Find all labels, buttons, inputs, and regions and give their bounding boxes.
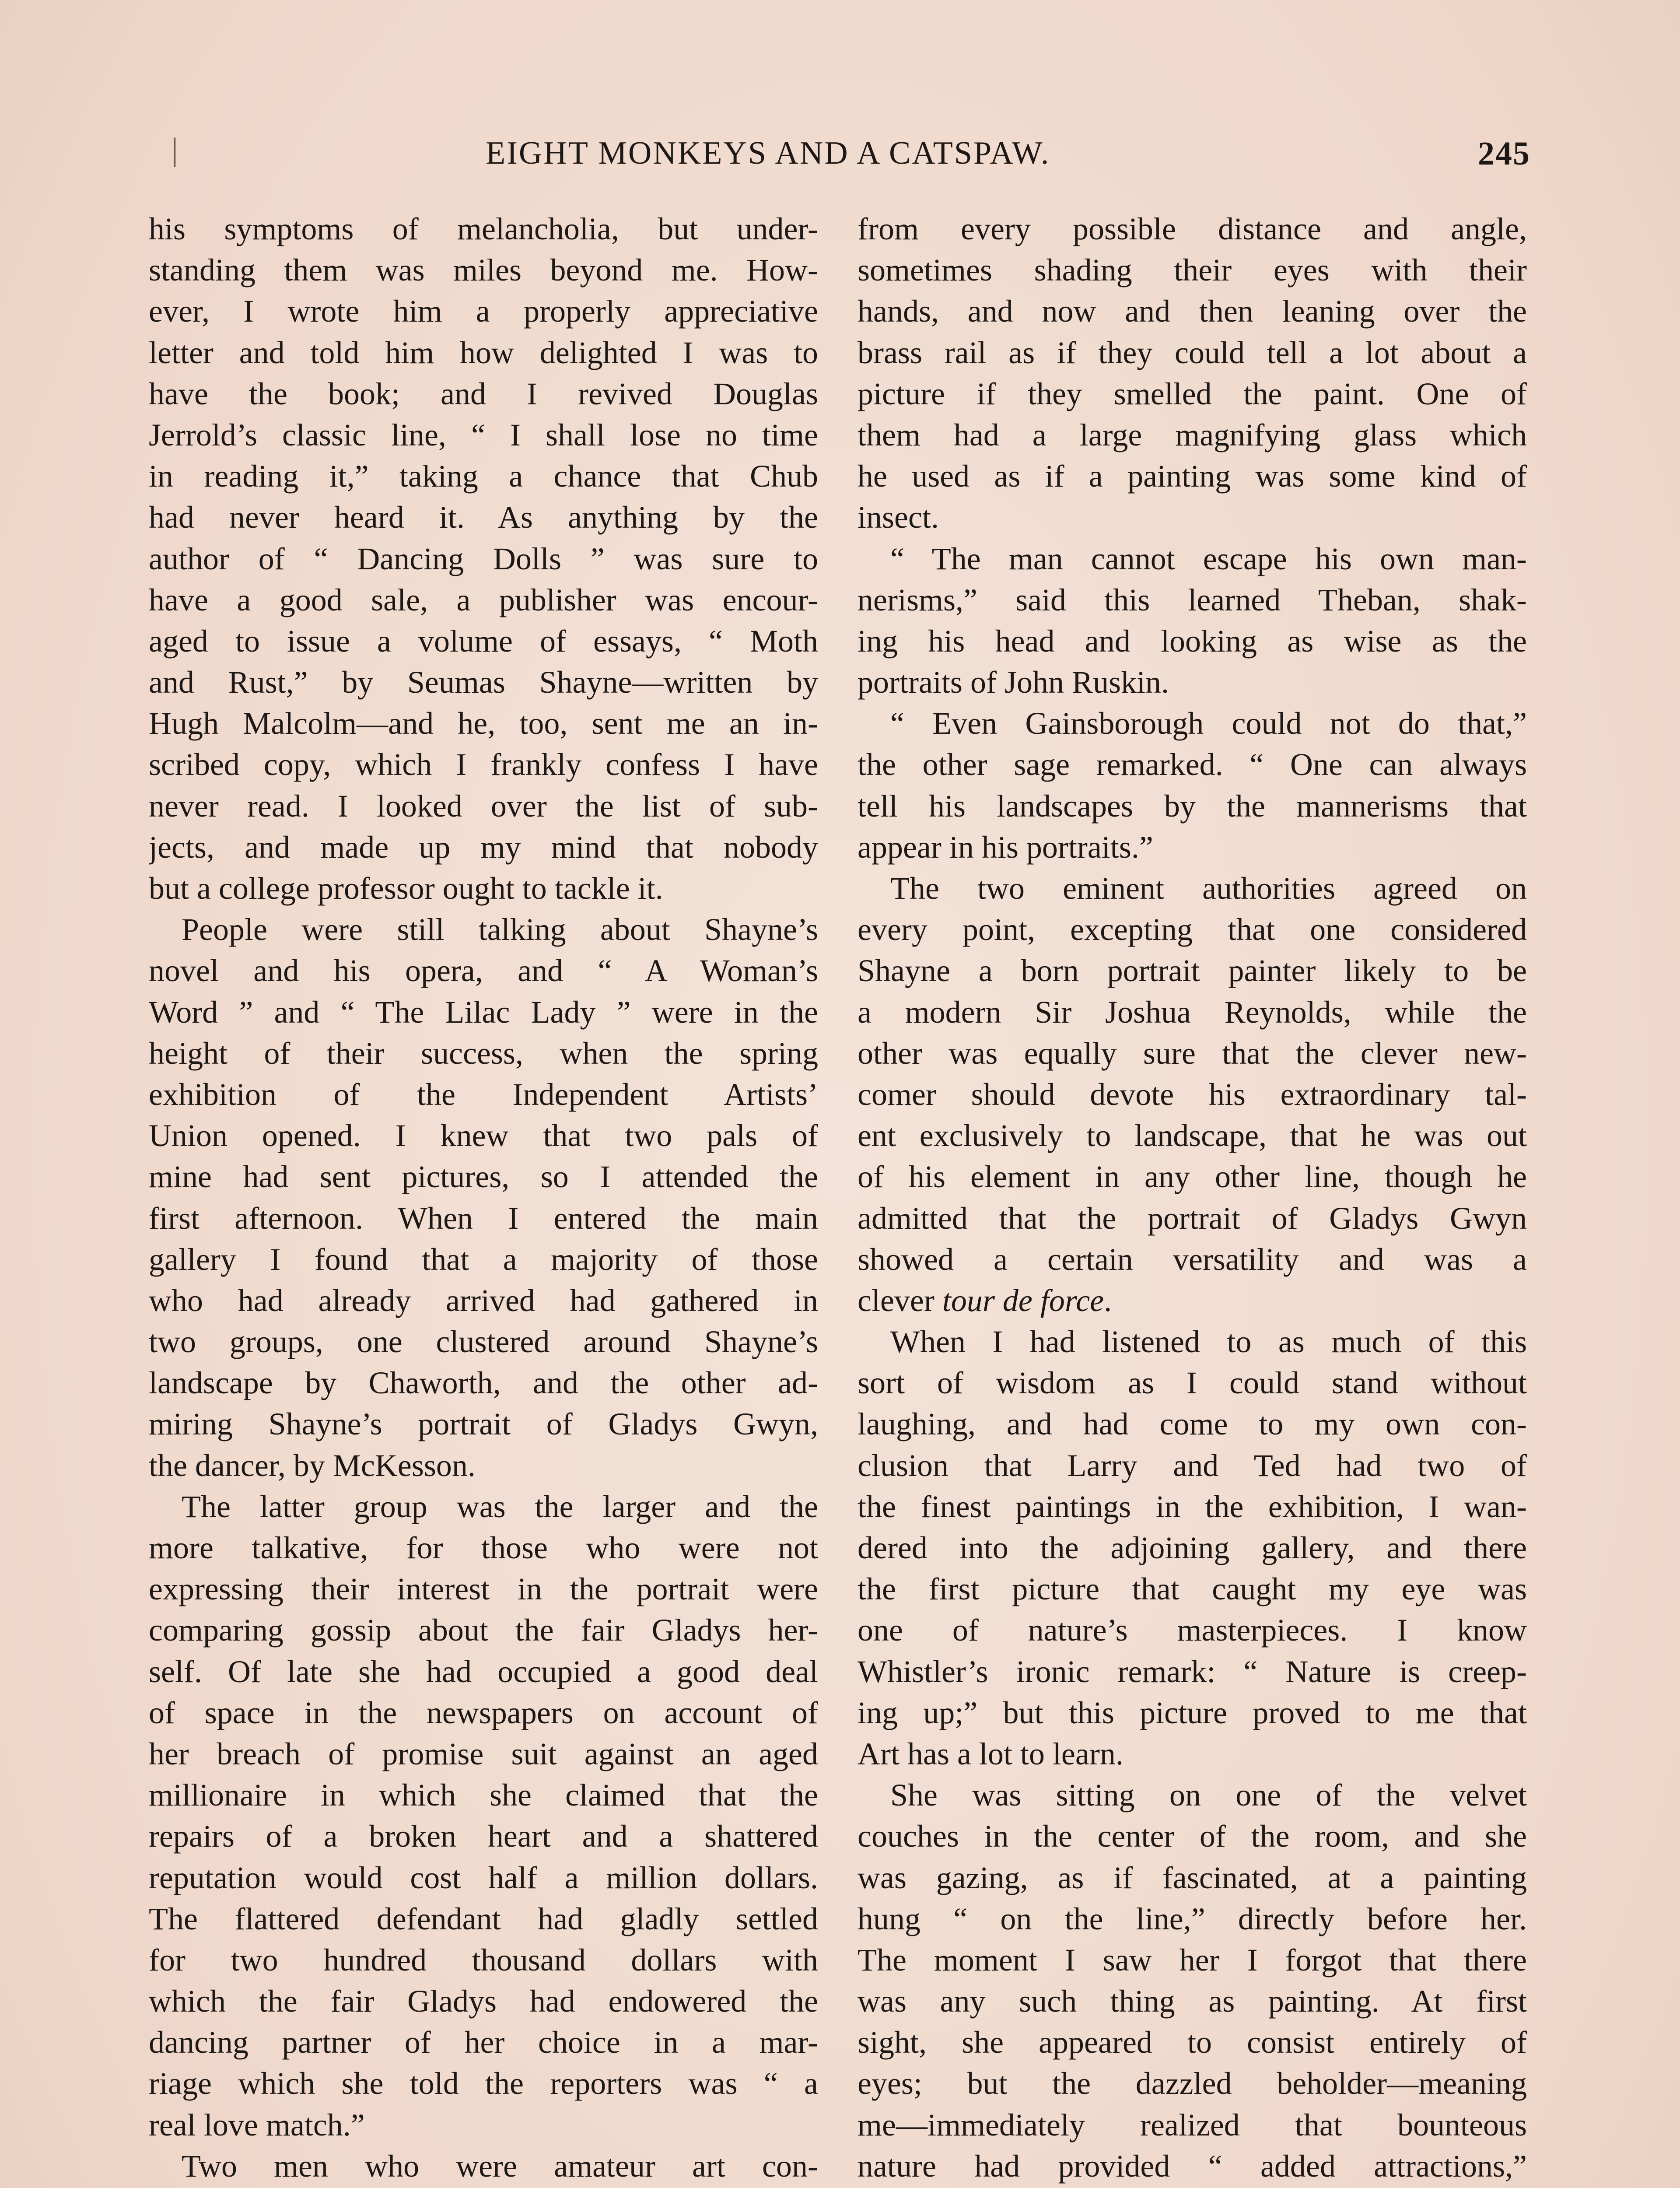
text-line: letter and told him how delighted I was to [149, 335, 818, 370]
text-line: comparing gossip about the fair Gladys her- [149, 1613, 818, 1648]
text-line: scribed copy, which I frankly confess I have [149, 747, 818, 782]
text-line: dancing partner of her choice in a mar- [149, 2025, 818, 2060]
text-line: repairs of a broken heart and a shattered [149, 1819, 818, 1854]
text-line: clever tour de force. [858, 1283, 1112, 1318]
text-line: sort of wisdom as I could stand without [858, 1365, 1527, 1401]
text-line: the dancer, by McKesson. [149, 1448, 476, 1483]
text-line: admitted that the portrait of Gladys Gwyn [858, 1200, 1527, 1236]
text-line: self. Of late she had occupied a good deal [149, 1654, 818, 1689]
italic-phrase: tour de force [942, 1283, 1104, 1318]
margin-mark: | [172, 132, 178, 168]
text-line: brass rail as if they could tell a lot about a [858, 335, 1527, 370]
text-line: and Rust,” by Seumas Shayne—written by [149, 665, 818, 700]
text-line: have a good sale, a publisher was encour- [149, 582, 818, 617]
running-title: EIGHT MONKEYS AND A CATSPAW. [486, 135, 1050, 171]
text-line: had never heard it. As anything by the [149, 500, 818, 535]
text-line: the finest paintings in the exhibition, I wan- [858, 1489, 1527, 1524]
text-line: reputation would cost half a million dollars. [149, 1860, 818, 1895]
text-line: Shayne a born portrait painter likely to be [858, 953, 1527, 989]
text-line: two groups, one clustered around Shayne’s [149, 1324, 818, 1360]
text-line: them had a large magnifying glass which [858, 417, 1527, 452]
text-line: laughing, and had come to my own con- [858, 1406, 1527, 1442]
text-line: Union opened. I knew that two pals of [149, 1118, 818, 1154]
text-line: Art has a lot to learn. [858, 1736, 1124, 1771]
text-line: sometimes shading their eyes with their [858, 252, 1527, 288]
text-line: The two eminent authorities agreed on [890, 871, 1527, 906]
text-line: the first picture that caught my eye was [858, 1571, 1527, 1607]
text-line: Hugh Malcolm—and he, too, sent me an in- [149, 706, 818, 741]
text-line: for two hundred thousand dollars with [149, 1942, 818, 1978]
text-line: “ The man cannot escape his own man- [890, 541, 1527, 576]
page-number: 245 [1478, 135, 1530, 172]
text-line: hands, and now and then leaning over the [858, 294, 1527, 329]
text-line: never read. I looked over the list of sub- [149, 788, 818, 824]
text-line: of space in the newspapers on account of [149, 1695, 818, 1730]
text-line: the other sage remarked. “ One can always [858, 747, 1527, 782]
text-line: his symptoms of melancholia, but under- [149, 211, 818, 246]
text-line: height of their success, when the spring [149, 1035, 818, 1071]
text-line: nerisms,” said this learned Theban, shak- [858, 582, 1527, 617]
text-line: “ Even Gainsborough could not do that,” [890, 706, 1527, 741]
text-line: couches in the center of the room, and she [858, 1819, 1527, 1854]
text-column-right [858, 208, 1527, 2188]
text-line: ing his head and looking as wise as the [858, 623, 1527, 659]
text-line: The flattered defendant had gladly settled [149, 1901, 818, 1936]
text-line: miring Shayne’s portrait of Gladys Gwyn, [149, 1406, 818, 1442]
text-line: standing them was miles beyond me. How- [149, 252, 818, 288]
text-line: but a college professor ought to tackle it. [149, 871, 663, 906]
text-line: millionaire in which she claimed that the [149, 1778, 818, 1813]
text-line: When I had listened to as much of this [890, 1324, 1527, 1360]
text-line: sight, she appeared to consist entirely of [858, 2025, 1527, 2060]
text-line: which the fair Gladys had endowered the [149, 1984, 818, 2019]
text-line: of his element in any other line, though he [858, 1159, 1527, 1195]
text-line: ing up;” but this picture proved to me that [858, 1695, 1527, 1730]
text-line: picture if they smelled the paint. One of [858, 376, 1527, 411]
text-line: real love match.” [149, 2107, 365, 2142]
text-line: showed a certain versatility and was a [858, 1241, 1527, 1277]
text-line: Word ” and “ The Lilac Lady ” were in the [149, 994, 818, 1030]
text-line: have the book; and I revived Douglas [149, 376, 818, 411]
text-line: was gazing, as if fascinated, at a painting [858, 1860, 1527, 1895]
text-line: novel and his opera, and “ A Woman’s [149, 953, 818, 989]
text-line: other was equally sure that the clever new- [858, 1035, 1527, 1071]
text-line: comer should devote his extraordinary tal- [858, 1076, 1527, 1112]
text-line: Jerrold’s classic line, “ I shall lose no time [149, 417, 818, 452]
text-line: a modern Sir Joshua Reynolds, while the [858, 994, 1527, 1030]
text-line: he used as if a painting was some kind of [858, 459, 1527, 494]
text-line: landscape by Chaworth, and the other ad- [149, 1365, 818, 1401]
text-column-left [149, 208, 818, 2188]
text-line: expressing their interest in the portrait were [149, 1571, 818, 1607]
text-line: in reading it,” taking a chance that Chub [149, 459, 818, 494]
text-line: first afternoon. When I entered the main [149, 1200, 818, 1236]
text-line: portraits of John Ruskin. [858, 665, 1169, 700]
text-line: me—immediately realized that bounteous [858, 2107, 1527, 2142]
text-line: clusion that Larry and Ted had two of [858, 1448, 1527, 1483]
text-line: riage which she told the reporters was “ a [149, 2066, 818, 2101]
text-line: tell his landscapes by the mannerisms that [858, 788, 1527, 824]
text-line: appear in his portraits.” [858, 829, 1153, 865]
text-line: aged to issue a volume of essays, “ Moth [149, 623, 818, 659]
text-line: her breach of promise suit against an aged [149, 1736, 818, 1771]
text-line: She was sitting on one of the velvet [890, 1778, 1527, 1813]
text-line: exhibition of the Independent Artists’ [149, 1076, 818, 1112]
text-line: The moment I saw her I forgot that there [858, 1942, 1527, 1978]
text-line: author of “ Dancing Dolls ” was sure to [149, 541, 818, 576]
text-line: mine had sent pictures, so I attended the [149, 1159, 818, 1195]
text-line: ent exclusively to landscape, that he was out [858, 1118, 1527, 1154]
text-line: from every possible distance and angle, [858, 211, 1527, 246]
text-line: dered into the adjoining gallery, and there [858, 1530, 1527, 1565]
text-line: ever, I wrote him a properly appreciative [149, 294, 818, 329]
text-line: one of nature’s masterpieces. I know [858, 1613, 1527, 1648]
text-line: The latter group was the larger and the [182, 1489, 818, 1524]
text-line: every point, excepting that one considered [858, 912, 1527, 947]
text-line: Two men who were amateur art con- [182, 2148, 818, 2184]
text-line: jects, and made up my mind that nobody [149, 829, 818, 865]
text-line: hung “ on the line,” directly before her. [858, 1901, 1527, 1936]
text-line: insect. [858, 500, 939, 535]
text-line: eyes; but the dazzled beholder—meaning [858, 2066, 1527, 2101]
text-line: nature had provided “ added attractions,” [858, 2148, 1527, 2184]
text-line: People were still talking about Shayne’s [182, 912, 818, 947]
text-line: Whistler’s ironic remark: “ Nature is creep- [858, 1654, 1527, 1689]
text-line: gallery I found that a majority of those [149, 1241, 818, 1277]
text-line: was any such thing as painting. At first [858, 1984, 1527, 2019]
text-line: more talkative, for those who were not [149, 1530, 818, 1565]
text-line: who had already arrived had gathered in [149, 1283, 818, 1318]
